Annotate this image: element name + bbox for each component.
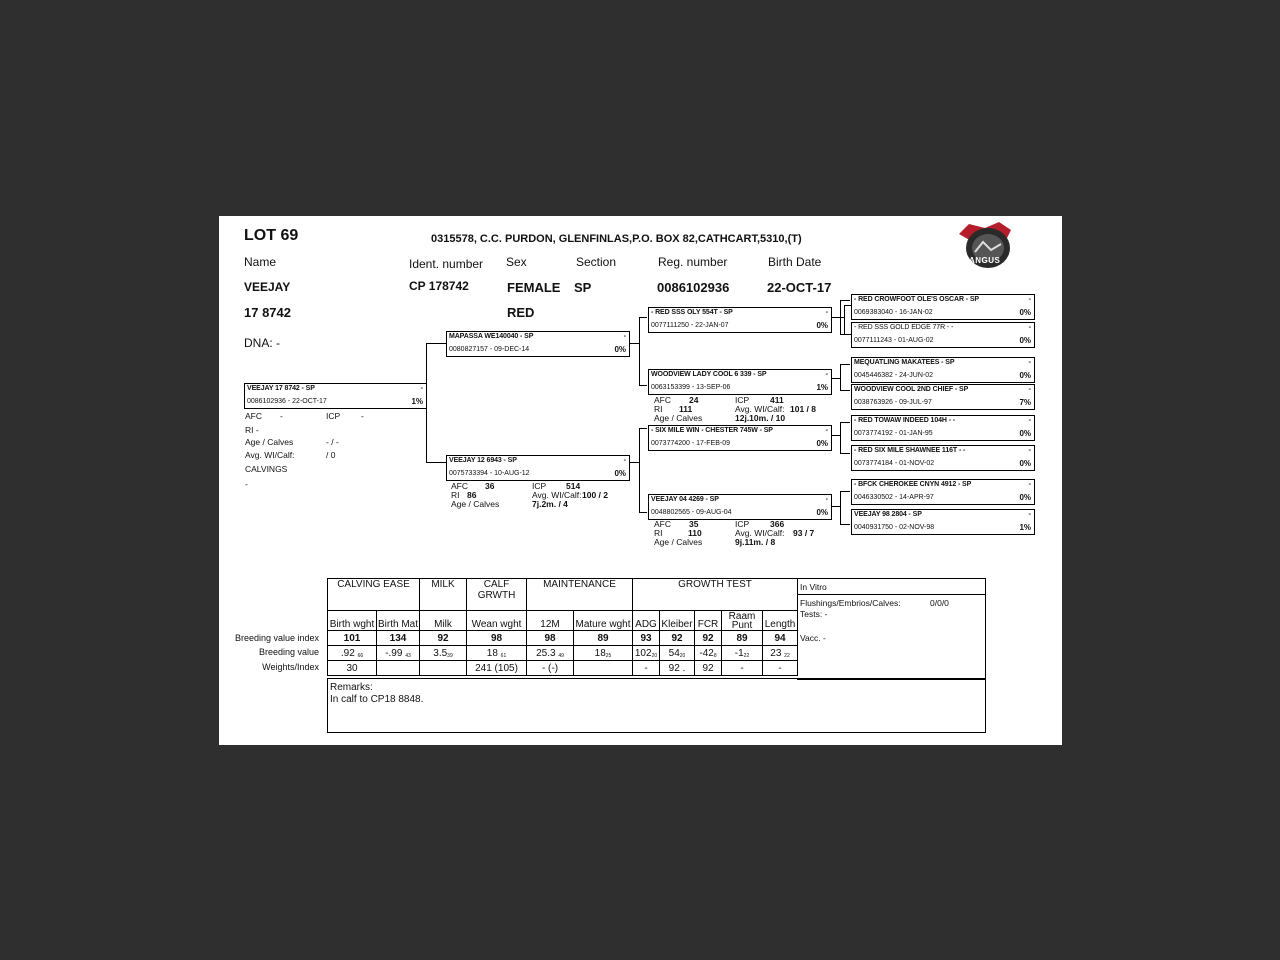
ggp-reg: 0073774192 - 01-JAN-95	[854, 430, 933, 437]
bv-length: 23 $_{22}$	[763, 646, 798, 661]
dam-age-label: Age / Calves	[451, 499, 500, 509]
self-box-pct: 1%	[411, 397, 423, 406]
animal-name-2: 17 8742	[244, 305, 291, 320]
dd-avg-value: 93 / 7	[793, 528, 815, 538]
vacc-label: Vacc. -	[800, 633, 826, 643]
sd-afc-label: AFC	[654, 395, 671, 405]
header-milk: Milk	[420, 611, 467, 631]
group-calving-ease: CALVING EASE	[328, 579, 420, 611]
header-12m: 12M	[527, 611, 574, 631]
ggp-dash: -	[1028, 296, 1031, 303]
sd-icp-label: ICP	[735, 395, 750, 405]
row-label-index: Breeding value index	[234, 633, 319, 643]
sire-box	[446, 331, 630, 357]
dd-ri-value: 110	[688, 528, 702, 538]
sd-age-label: Age / Calves	[654, 413, 703, 423]
dd-age-value: 9j.11m. / 8	[735, 537, 776, 547]
sd-age-value: 12j.10m. / 10	[735, 413, 786, 423]
remarks-text: In calf to CP18 8848.	[330, 694, 424, 705]
ggp-pct: 0%	[1019, 429, 1031, 438]
ggp-dash: -	[1028, 359, 1031, 366]
flushings-value: 0/0/0	[930, 598, 949, 608]
lot-number: LOT 69	[244, 227, 299, 244]
sex-label: Sex	[506, 255, 527, 269]
sire-sire-box	[648, 307, 832, 333]
ggp-dash: -	[1028, 324, 1031, 331]
index-wean-wght: 98	[467, 631, 527, 646]
flushings-label: Flushings/Embrios/Calves:	[800, 598, 901, 608]
sd-afc-value: 24	[689, 395, 699, 405]
header-birth-mat: Birth Mat	[377, 611, 420, 631]
ggp-name: - RED CROWFOOT OLE'S OSCAR - SP	[854, 296, 979, 303]
sire-dam-reg: 0063153399 - 13-SEP-06	[651, 384, 731, 391]
ggp-pct: 0%	[1019, 308, 1031, 317]
index-milk: 92	[420, 631, 467, 646]
index-length: 94	[763, 631, 798, 646]
header-birth-wght: Birth wght	[328, 611, 377, 631]
animal-ident: CP 178742	[409, 279, 469, 293]
remarks-box	[327, 678, 986, 733]
dam-sire-pct: 0%	[816, 439, 828, 448]
reg-label: Reg. number	[658, 255, 728, 269]
ggp-box-5	[851, 415, 1035, 441]
header-raam-punt: Raam Punt	[722, 611, 763, 631]
self-icp-label: ICP	[326, 411, 341, 421]
tests-label: Tests: -	[800, 609, 828, 619]
bv-kleiber: $54_{20}$	[660, 646, 695, 661]
ggp-name: WOODVIEW COOL 2ND CHIEF - SP	[854, 386, 969, 393]
group-calf-growth: CALF GRWTH	[467, 579, 527, 611]
dam-afc-value: 36	[485, 481, 495, 491]
ggp-reg: 0069383040 - 16-JAN-02	[854, 309, 933, 316]
ggp-reg: 0046330502 - 14-APR-97	[854, 494, 934, 501]
ggp-pct: 0%	[1019, 336, 1031, 345]
ggp-dash: -	[1028, 386, 1031, 393]
dam-pct: 0%	[614, 469, 626, 478]
header-kleiber: Kleiber	[660, 611, 695, 631]
bv-birth-mat: -.99 $_{43}$	[377, 646, 420, 661]
bv-mature-wght: $18_{25}$	[574, 646, 633, 661]
animal-sex: FEMALE	[507, 280, 561, 295]
bv-raam-punt: $-1_{22}$	[722, 646, 763, 661]
dd-icp-value: 366	[770, 519, 785, 529]
pedigree-sheet	[219, 216, 1062, 745]
group-growth-test: GROWTH TEST	[633, 579, 798, 611]
self-calvings-value: -	[245, 479, 248, 489]
dd-age-label: Age / Calves	[654, 537, 703, 547]
group-maintenance: MAINTENANCE	[527, 579, 633, 611]
dam-dash: -	[623, 457, 626, 464]
animal-name-1: VEEJAY	[244, 280, 291, 294]
dam-sire-reg: 0073774200 - 17-FEB-09	[651, 440, 730, 447]
wt-birth-wght: 30	[328, 661, 377, 676]
ident-label: Ident. number	[409, 257, 484, 271]
section-label: Section	[576, 255, 617, 269]
ggp-box-2	[851, 322, 1035, 348]
wt-wean-wght: 241 (105)	[467, 661, 527, 676]
ggp-box-8	[851, 509, 1035, 535]
breeder-line: 0315578, C.C. PURDON, GLENFINLAS,P.O. BOX 82,CATHCART,5310,(T)	[431, 233, 802, 245]
dam-box	[446, 455, 630, 481]
dam-sire-box	[648, 425, 832, 451]
header-adg: ADG	[633, 611, 660, 631]
ggp-name: VEEJAY 98 2804 - SP	[854, 511, 922, 518]
angus-logo	[955, 220, 1015, 272]
self-avg-label: Avg. WI/Calf:	[245, 450, 295, 460]
wt-fcr: 92	[695, 661, 722, 676]
sire-reg: 0080827157 - 09-DEC-14	[449, 346, 530, 353]
ggp-dash: -	[1028, 481, 1031, 488]
index-birth-wght: 101	[328, 631, 377, 646]
animal-section: SP	[574, 280, 592, 295]
wt-length: -	[763, 661, 798, 676]
index-12m: 98	[527, 631, 574, 646]
remarks-label: Remarks:	[330, 682, 373, 693]
self-box-name: VEEJAY 17 8742 - SP	[247, 385, 315, 392]
dam-reg: 0075733394 - 10-AUG-12	[449, 470, 530, 477]
sire-sire-pct: 0%	[816, 321, 828, 330]
dd-avg-label: Avg. WI/Calf:	[735, 528, 785, 538]
bv-fcr: $-42_8$	[695, 646, 722, 661]
dam-avg-label: Avg. WI/Calf:	[532, 490, 582, 500]
wt-kleiber: 92 .	[660, 661, 695, 676]
ggp-box-7	[851, 479, 1035, 505]
dam-afc-label: AFC	[451, 481, 468, 491]
ggp-reg: 0077111243 - 01-AUG-02	[854, 337, 934, 344]
wt-adg: -	[633, 661, 660, 676]
wt-raam-punt: -	[722, 661, 763, 676]
self-pedigree-box	[244, 383, 427, 409]
dd-ri-label: RI	[654, 528, 663, 538]
ggp-name: - RED TOWAW INDEED 104H - -	[854, 417, 956, 424]
dam-ri-value: 86	[467, 490, 477, 500]
dam-dam-name: VEEJAY 04 4269 - SP	[651, 496, 719, 503]
group-milk: MILK	[420, 579, 467, 611]
index-mature-wght: 89	[574, 631, 633, 646]
sire-dam-name: WOODVIEW LADY COOL 6 339 - SP	[651, 371, 767, 378]
sire-dam-box	[648, 369, 832, 395]
self-calvings-label: CALVINGS	[245, 464, 288, 474]
ggp-reg: 0040931750 - 02-NOV-98	[854, 524, 935, 531]
header-fcr: FCR	[695, 611, 722, 631]
self-avg-value: / 0	[326, 450, 336, 460]
dam-icp-label: ICP	[532, 481, 547, 491]
dam-name: VEEJAY 12 6943 - SP	[449, 457, 517, 464]
header-mature-wght: Mature wght	[574, 611, 633, 631]
dna-label: DNA: -	[244, 336, 280, 350]
self-ri: RI -	[245, 425, 259, 435]
wt-mature-wght	[574, 661, 633, 676]
dam-icp-value: 514	[566, 481, 581, 491]
animal-color: RED	[507, 305, 535, 320]
self-age-label: Age / Calves	[245, 437, 294, 447]
bv-birth-wght: .92 $_{66}$	[328, 646, 377, 661]
logo-text: ANGUS	[969, 256, 1001, 265]
sire-sire-dash: -	[825, 309, 828, 316]
index-kleiber: 92	[660, 631, 695, 646]
animal-reg: 0086102936	[657, 280, 730, 295]
row-label-bv: Breeding value	[258, 647, 319, 657]
ggp-dash: -	[1028, 417, 1031, 424]
wt-milk	[420, 661, 467, 676]
dam-age-value: 7j.2m. / 4	[532, 499, 568, 509]
ggp-pct: 1%	[1019, 523, 1031, 532]
dam-avg-value: 100 / 2	[582, 490, 608, 500]
breeding-value-table	[327, 578, 798, 676]
ggp-box-1	[851, 294, 1035, 320]
self-box-reg: 0086102936 - 22-OCT-17	[247, 398, 327, 405]
ggp-reg: 0045446382 - 24-JUN-02	[854, 372, 933, 379]
name-label: Name	[244, 255, 277, 269]
ggp-name: - RED SIX MILE SHAWNEE 116T - -	[854, 447, 966, 454]
self-box-dash: -	[420, 385, 423, 392]
sd-ri-label: RI	[654, 404, 663, 414]
ggp-dash: -	[1028, 447, 1031, 454]
header-wean-wght: Wean wght	[467, 611, 527, 631]
ggp-name: - RED SSS GOLD EDGE 77R - -	[854, 324, 954, 331]
self-afc-value: -	[280, 411, 283, 421]
dam-sire-name: - SIX MILE WIN - CHESTER 745W - SP	[651, 427, 773, 434]
invitro-panel	[797, 578, 986, 680]
ggp-pct: 0%	[1019, 493, 1031, 502]
invitro-label: In Vitro	[800, 582, 827, 592]
ggp-name: - BFCK CHEROKEE CNYN 4912 - SP	[854, 481, 972, 488]
ggp-name: MEQUATLING MAKATEES - SP	[854, 359, 955, 366]
dam-dam-dash: -	[825, 496, 828, 503]
ggp-pct: 7%	[1019, 398, 1031, 407]
dam-dam-box	[648, 494, 832, 520]
ggp-box-6	[851, 445, 1035, 471]
wt-birth-mat	[377, 661, 420, 676]
self-age-value: - / -	[326, 437, 339, 447]
bv-milk: $3.5_{39}$	[420, 646, 467, 661]
sd-ri-value: 111	[679, 404, 693, 414]
index-fcr: 92	[695, 631, 722, 646]
sd-icp-value: 411	[770, 395, 784, 405]
dam-ri-label: RI	[451, 490, 460, 500]
ggp-box-3	[851, 357, 1035, 383]
sd-avg-label: Avg. WI/Calf:	[735, 404, 785, 414]
sire-pct: 0%	[614, 345, 626, 354]
dam-dam-pct: 0%	[816, 508, 828, 517]
ggp-box-4	[851, 384, 1035, 410]
header-length: Length	[763, 611, 798, 631]
sire-dam-dash: -	[825, 371, 828, 378]
wt-12m: - (-)	[527, 661, 574, 676]
sire-dash: -	[623, 333, 626, 340]
sire-sire-reg: 0077111250 - 22-JAN-07	[651, 322, 729, 329]
dd-afc-value: 35	[689, 519, 699, 529]
sire-sire-name: - RED SSS OLY 554T - SP	[651, 309, 733, 316]
ggp-reg: 0038763926 - 09-JUL-97	[854, 399, 932, 406]
animal-birth: 22-OCT-17	[767, 280, 832, 295]
dam-dam-reg: 0048802565 - 09-AUG-04	[651, 509, 732, 516]
ggp-dash: -	[1028, 511, 1031, 518]
index-birth-mat: 134	[377, 631, 420, 646]
row-label-weights: Weights/Index	[262, 662, 319, 672]
sire-name: MAPASSA WE140040 - SP	[449, 333, 534, 340]
dam-sire-dash: -	[825, 427, 828, 434]
ggp-pct: 0%	[1019, 459, 1031, 468]
birth-label: Birth Date	[768, 255, 822, 269]
self-afc-label: AFC	[245, 411, 262, 421]
ggp-reg: 0073774184 - 01-NOV-02	[854, 460, 935, 467]
dd-icp-label: ICP	[735, 519, 750, 529]
index-adg: 93	[633, 631, 660, 646]
self-icp-value: -	[361, 411, 364, 421]
sire-dam-pct: 1%	[816, 383, 828, 392]
ggp-pct: 0%	[1019, 371, 1031, 380]
bv-12m: 25.3 $_{49}$	[527, 646, 574, 661]
sd-avg-value: 101 / 8	[790, 404, 816, 414]
index-raam-punt: 89	[722, 631, 763, 646]
bv-wean-wght: 18 $_{61}$	[467, 646, 527, 661]
bv-adg: $102_{20}$	[633, 646, 660, 661]
dd-afc-label: AFC	[654, 519, 671, 529]
